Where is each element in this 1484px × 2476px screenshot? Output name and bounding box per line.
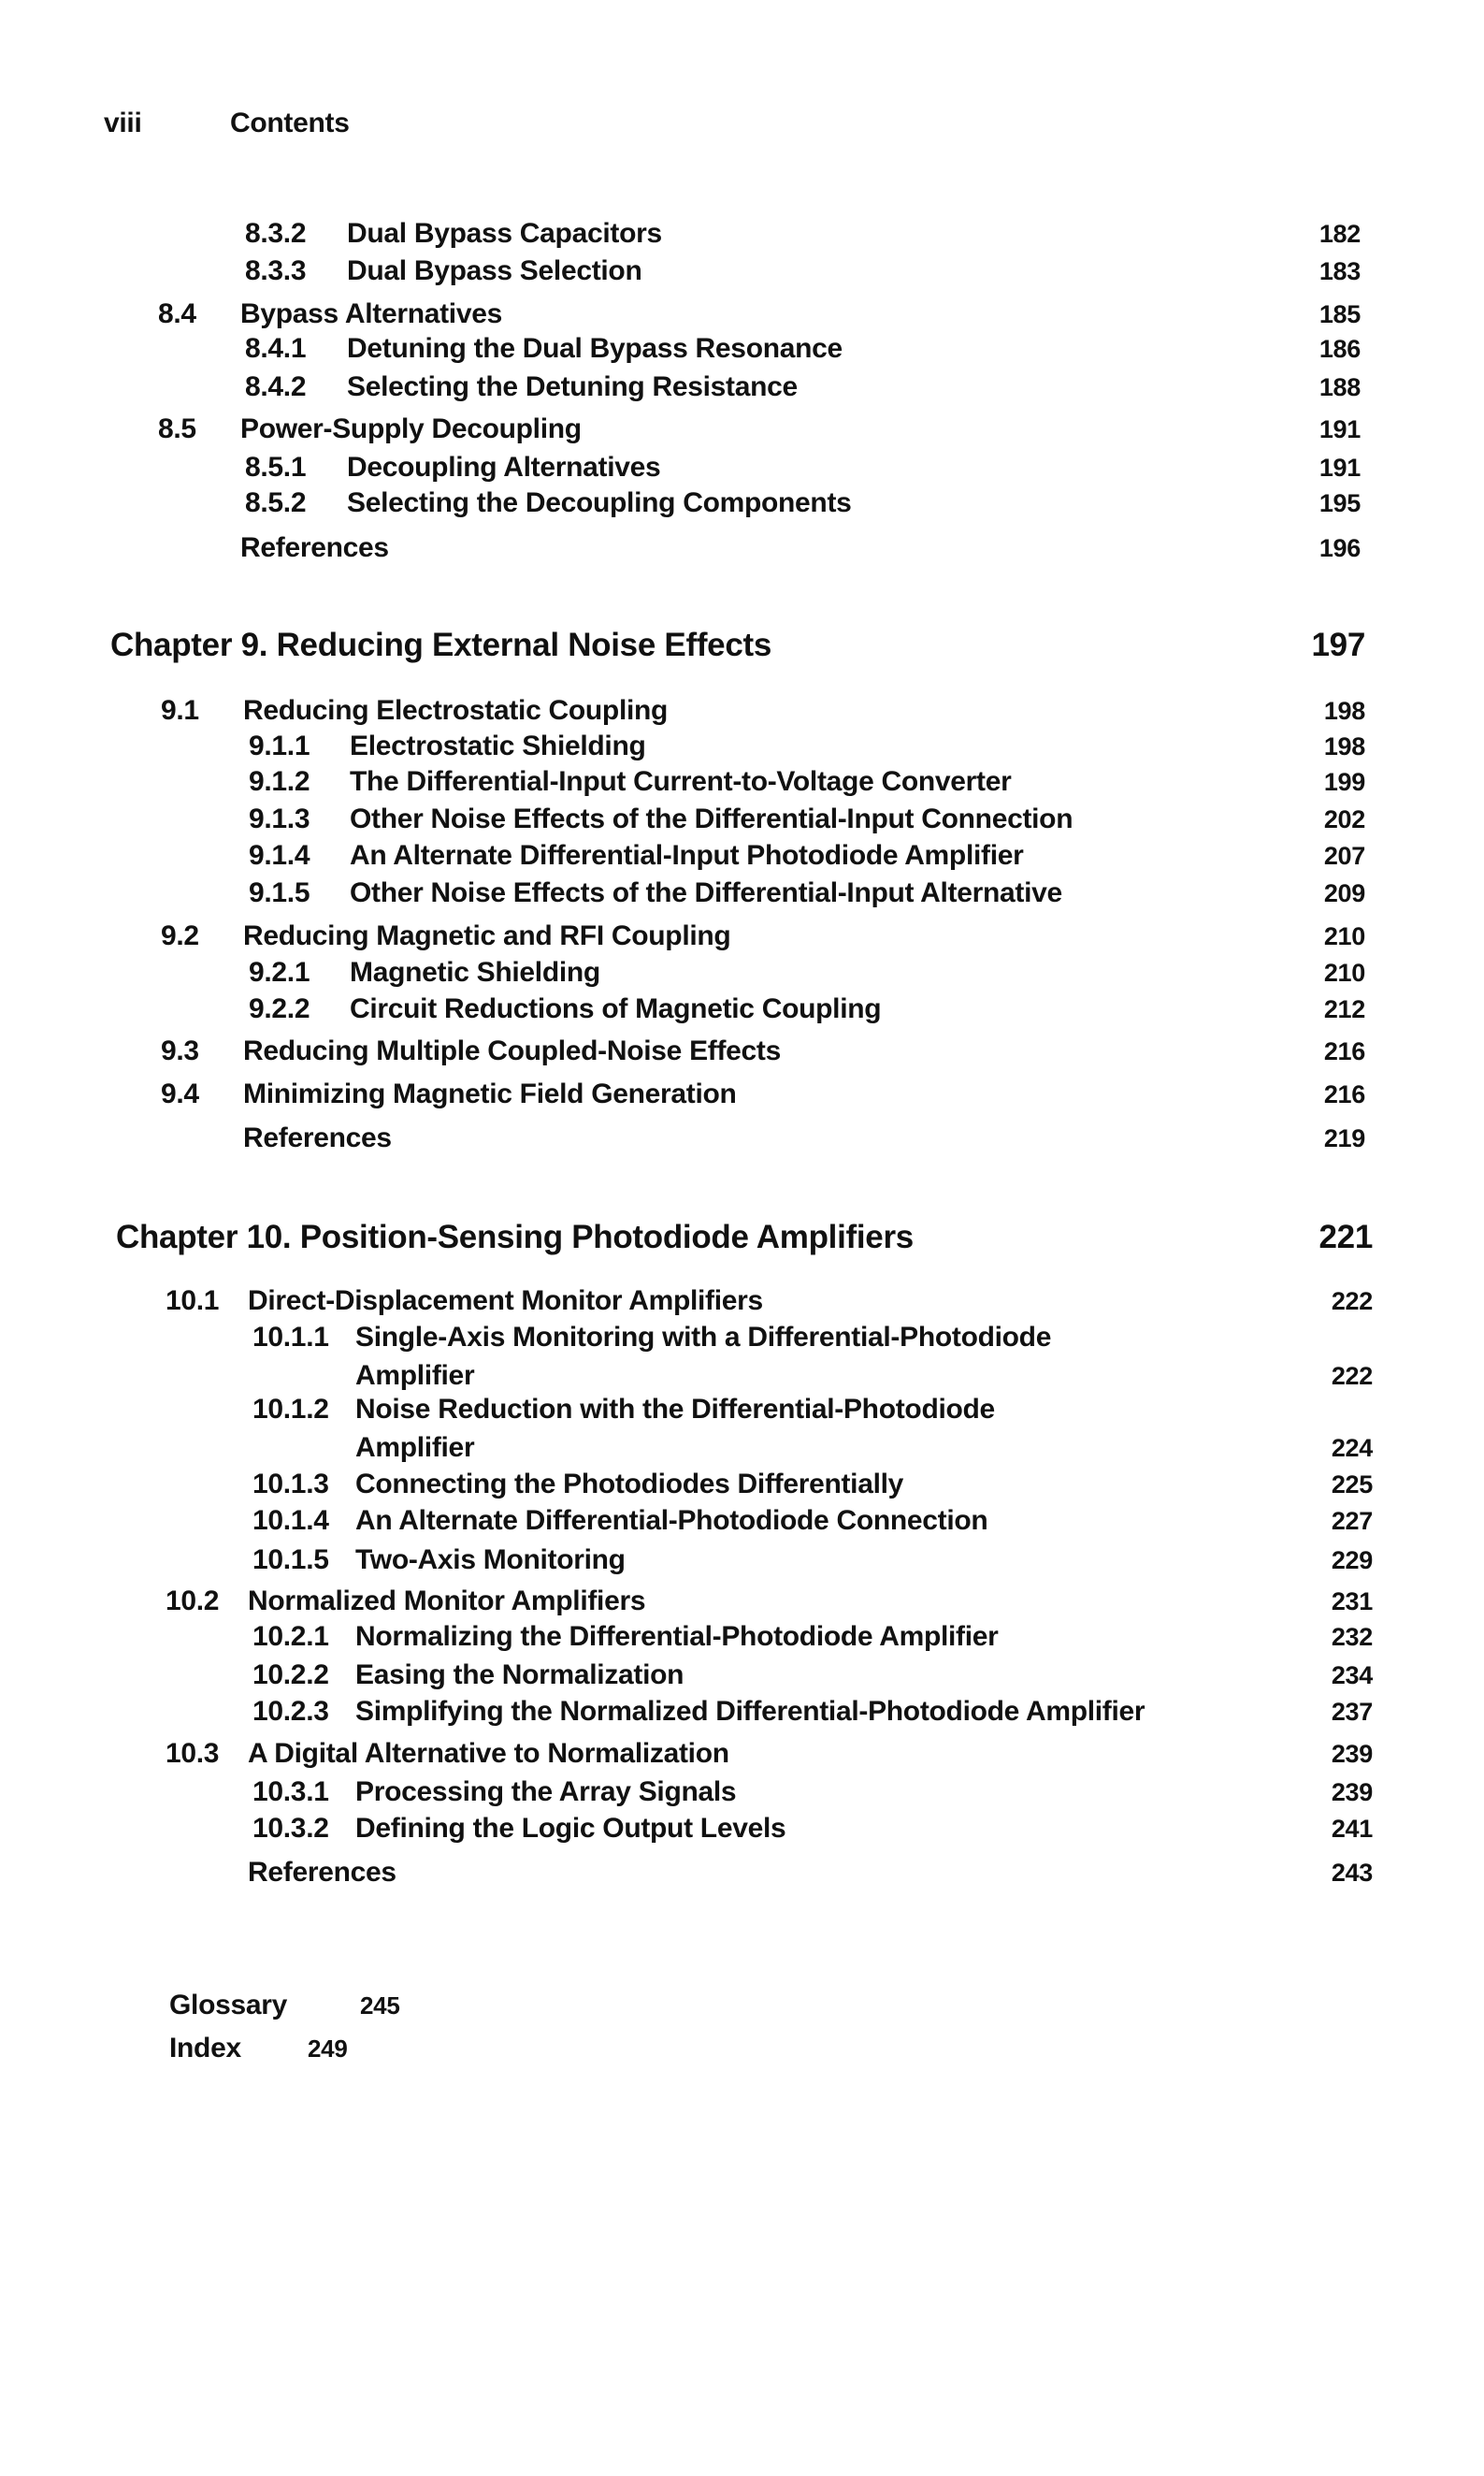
page-number: 191 (1318, 454, 1361, 482)
page-number: 186 (1318, 335, 1361, 363)
entry-title[interactable]: Direct-Displacement Monitor Amplifiers (248, 1285, 763, 1316)
running-header-title: Contents (230, 108, 350, 138)
subsection-number: 8.5.2 (245, 487, 307, 518)
subsection-number: 10.1.2 (252, 1394, 329, 1425)
entry-title[interactable]: Normalizing the Differential-Photodiode Amplifier (355, 1621, 999, 1652)
page-number: 197 (1311, 627, 1365, 663)
entry-title[interactable]: Detuning the Dual Bypass Resonance (347, 333, 843, 364)
subsection-number: 10.3.2 (252, 1813, 329, 1844)
page-number: 222 (1331, 1362, 1373, 1390)
entry-title[interactable]: Electrostatic Shielding (350, 731, 646, 761)
page-number: 202 (1323, 805, 1365, 833)
glossary-entry-title[interactable]: Glossary (169, 1990, 288, 2020)
subsection-number: 9.2.1 (249, 957, 310, 988)
page-number: 232 (1331, 1623, 1373, 1651)
entry-title[interactable]: Decoupling Alternatives (347, 452, 661, 483)
entry-title[interactable]: Connecting the Photodiodes Differentially (355, 1469, 904, 1499)
section-number: 10.2 (166, 1586, 220, 1616)
entry-title[interactable]: Circuit Reductions of Magnetic Coupling (350, 993, 882, 1024)
subsection-number: 9.1.3 (249, 804, 310, 834)
entry-title[interactable]: Reducing Multiple Coupled-Noise Effects (243, 1035, 781, 1066)
page-number: 234 (1331, 1661, 1373, 1689)
section-number: 9.1 (161, 695, 199, 726)
index-entry-title[interactable]: Index (169, 2033, 241, 2063)
section-number: 9.2 (161, 920, 199, 951)
page-number: 195 (1318, 489, 1361, 517)
entry-title[interactable]: Other Noise Effects of the Differential-Input Connection (350, 804, 1073, 834)
subsection-number: 8.3.3 (245, 255, 307, 286)
glossary-entry-page: 245 (360, 1991, 400, 2020)
subsection-number: 8.4.1 (245, 333, 307, 364)
subsection-number: 9.2.2 (249, 993, 310, 1024)
subsection-number: 10.1.4 (252, 1505, 329, 1536)
entry-title[interactable]: An Alternate Differential-Photodiode Connection (355, 1505, 988, 1536)
subsection-number: 10.2.3 (252, 1696, 329, 1727)
page-number: 241 (1331, 1815, 1373, 1843)
section-number: 9.4 (161, 1079, 199, 1109)
page-number: 224 (1331, 1434, 1373, 1462)
entry-title[interactable]: Selecting the Detuning Resistance (347, 371, 798, 402)
section-number: 8.4 (158, 298, 196, 329)
page-number: 239 (1331, 1778, 1373, 1806)
subsection-number: 9.1.5 (249, 877, 310, 908)
entry-title[interactable]: A Digital Alternative to Normalization (248, 1738, 729, 1769)
page-number: 196 (1318, 534, 1361, 562)
page-number: 199 (1323, 768, 1365, 796)
page-number: 231 (1331, 1587, 1373, 1615)
page-number: 185 (1318, 300, 1361, 328)
subsection-number: 9.1.4 (249, 840, 310, 871)
entry-title[interactable]: Minimizing Magnetic Field Generation (243, 1079, 737, 1109)
entry-title[interactable]: Amplifier (355, 1360, 475, 1391)
page-number: 221 (1318, 1219, 1373, 1255)
page-number: 191 (1318, 415, 1361, 443)
page-number: 216 (1323, 1037, 1365, 1065)
entry-title[interactable]: Other Noise Effects of the Differential-Input Alternative (350, 877, 1062, 908)
section-number: 10.1 (166, 1285, 220, 1316)
page-number: 198 (1323, 697, 1365, 725)
entry-title[interactable]: Bypass Alternatives (240, 298, 502, 329)
page-number: 243 (1331, 1859, 1373, 1887)
subsection-number: 10.2.1 (252, 1621, 329, 1652)
subsection-number: 10.2.2 (252, 1659, 329, 1690)
entry-title[interactable]: Reducing Magnetic and RFI Coupling (243, 920, 731, 951)
entry-title[interactable]: Magnetic Shielding (350, 957, 600, 988)
page-number: 210 (1323, 922, 1365, 950)
entry-title[interactable]: Power-Supply Decoupling (240, 413, 582, 444)
entry-title[interactable]: Two-Axis Monitoring (355, 1544, 626, 1575)
page-number: 182 (1318, 220, 1361, 248)
page-number: 216 (1323, 1080, 1365, 1108)
entry-title[interactable]: Defining the Logic Output Levels (355, 1813, 786, 1844)
page-number: 239 (1331, 1740, 1373, 1768)
index-entry-page: 249 (308, 2034, 348, 2063)
page-number: 188 (1318, 373, 1361, 401)
entry-title[interactable]: Amplifier (355, 1432, 475, 1463)
page-number: 209 (1323, 879, 1365, 907)
references-entry[interactable]: References (243, 1122, 392, 1153)
entry-title[interactable]: Processing the Array Signals (355, 1776, 737, 1807)
section-number: 9.3 (161, 1035, 199, 1066)
page-number: 225 (1331, 1470, 1373, 1499)
chapter-title[interactable]: Chapter 9. Reducing External Noise Effects (110, 627, 772, 663)
page-number: 227 (1331, 1507, 1373, 1535)
entry-title[interactable]: Easing the Normalization (355, 1659, 684, 1690)
running-page-number: viii (104, 108, 142, 138)
subsection-number: 8.5.1 (245, 452, 307, 483)
entry-title[interactable]: Simplifying the Normalized Differential-Photodiode Amplifier (355, 1696, 1145, 1727)
chapter-title[interactable]: Chapter 10. Position-Sensing Photodiode Amplifiers (116, 1219, 914, 1255)
subsection-number: 10.1.5 (252, 1544, 329, 1575)
subsection-number: 9.1.2 (249, 766, 310, 797)
entry-title[interactable]: Selecting the Decoupling Components (347, 487, 852, 518)
subsection-number: 9.1.1 (249, 731, 310, 761)
entry-title[interactable]: The Differential-Input Current-to-Voltage Converter (350, 766, 1012, 797)
page-number: 210 (1323, 959, 1365, 987)
entry-title[interactable]: An Alternate Differential-Input Photodiode Amplifier (350, 840, 1024, 871)
references-entry[interactable]: References (240, 532, 389, 563)
section-number: 10.3 (166, 1738, 220, 1769)
page-number: 198 (1323, 732, 1365, 760)
section-number: 8.5 (158, 413, 196, 444)
subsection-number: 8.4.2 (245, 371, 307, 402)
entry-title[interactable]: Noise Reduction with the Differential-Photodiode (355, 1394, 995, 1425)
page-number: 207 (1323, 842, 1365, 870)
page-number: 222 (1331, 1287, 1373, 1315)
references-entry[interactable]: References (248, 1857, 396, 1888)
page-number: 237 (1331, 1698, 1373, 1726)
page-number: 219 (1323, 1124, 1365, 1152)
subsection-number: 10.3.1 (252, 1776, 329, 1807)
entry-title[interactable]: Single-Axis Monitoring with a Differential-Photodiode (355, 1322, 1052, 1353)
page-number: 229 (1331, 1546, 1373, 1574)
subsection-number: 8.3.2 (245, 218, 307, 249)
entry-title[interactable]: Reducing Electrostatic Coupling (243, 695, 669, 726)
page-number: 212 (1323, 995, 1365, 1023)
entry-title[interactable]: Dual Bypass Capacitors (347, 218, 662, 249)
entry-title[interactable]: Dual Bypass Selection (347, 255, 642, 286)
page-number: 183 (1318, 257, 1361, 285)
subsection-number: 10.1.1 (252, 1322, 329, 1353)
entry-title[interactable]: Normalized Monitor Amplifiers (248, 1586, 646, 1616)
subsection-number: 10.1.3 (252, 1469, 329, 1499)
